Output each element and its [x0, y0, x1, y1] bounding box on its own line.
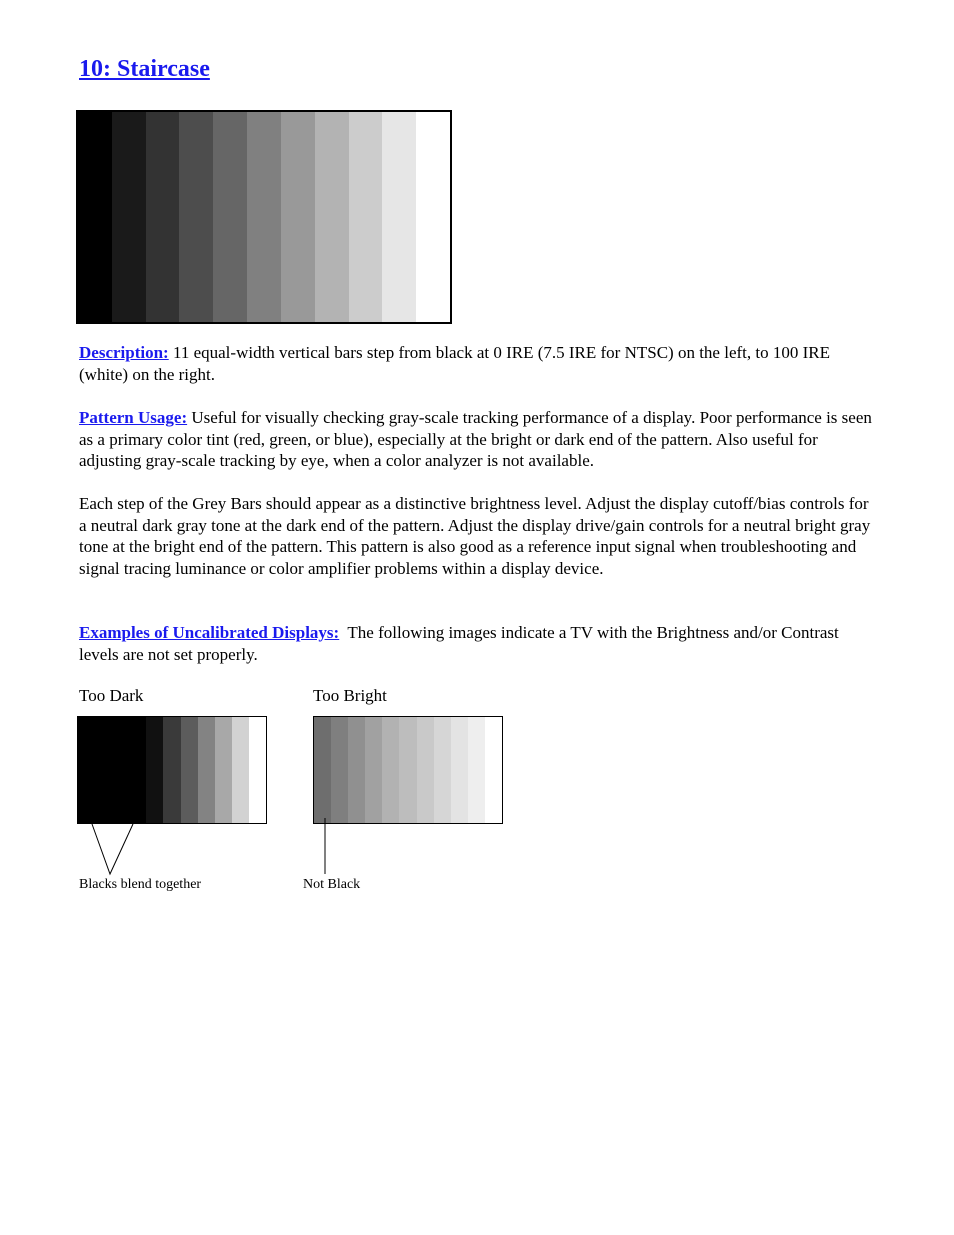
blacks-blend-note: Blacks blend together: [79, 877, 202, 892]
usage-text: Useful for visually checking gray-scale tracking performance of a display. Poor performance is seen as a primary color tint (red, green, or blue), especially at the bright or dark end of the pattern. Also useful for adjusting gray-scale tracking by eye, when a color analyzer is not available.: [79, 408, 872, 470]
too-bright-label: Too Bright: [313, 686, 387, 705]
examples-text: The following images indicate a TV with the Brightness and/or Contrast levels are not set properly.: [79, 623, 844, 664]
page-title-text: 10: Staircase: [79, 56, 210, 82]
examples-label: Examples of Uncalibrated Displays:: [79, 623, 340, 642]
not-black-note: Not Black: [303, 877, 361, 892]
description-text: 11 equal-width vertical bars step from black at 0 IRE (7.5 IRE for NTSC) on the left, to 100 IRE (white) on the right.: [79, 343, 830, 384]
grey-bars-paragraph: Each step of the Grey Bars should appear as a distinctive brightness level. Adjust the display cutoff/bias controls for a neutral dark gray tone at the dark end of the pattern. Adjust the display drive/gain controls for a neutral bright gray tone at the bright end of the pattern. This pattern is also good as a reference input signal when troubleshooting and signal tracing luminance or color amplifier problems within a display device.: [79, 494, 871, 578]
description-label: Description:: [79, 343, 169, 362]
too-dark-label: Too Dark: [79, 686, 144, 705]
usage-label: Pattern Usage:: [79, 408, 188, 427]
blacks-callout-line: [92, 824, 133, 874]
